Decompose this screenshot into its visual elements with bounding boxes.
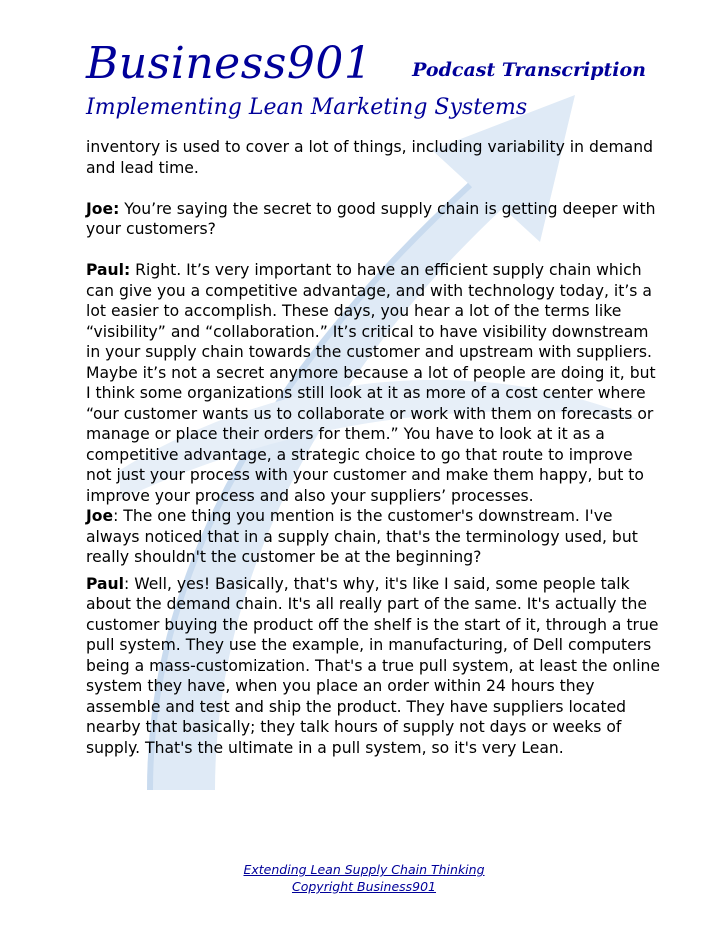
speaker-label: Paul bbox=[86, 574, 124, 593]
footer-copyright: Copyright Business901 bbox=[291, 879, 437, 894]
speaker-label: Joe: bbox=[86, 199, 120, 218]
paragraph-text: inventory is used to cover a lot of things, including variability in demand and lead time. bbox=[86, 138, 653, 177]
document-subtitle: Implementing Lean Marketing Systems bbox=[86, 95, 528, 120]
paragraph-text: : The one thing you mention is the customer's downstream. I've always noticed that in a supply chain, that's the terminology used, but really shouldn't the customer be at the beginning? bbox=[86, 507, 638, 566]
paragraph-text: Right. It’s very important to have an efficient supply chain which can give you a competitive advantage, and with technology today, it’s a lot easier to accomplish. These days, you hear a lot of the terms like “visibility” and “collaboration.” It’s critical to have visibility downstream in your supply chain towards the customer and upstream with suppliers. Maybe it’s not a secret anymore because a lot of people are doing it, but I think some organizations still look at it as more of a cost center where “our customer wants us to collaborate or work with them on forecasts or manage or place their orders for them.” You have to look at it as a competitive advantage, a strategic choice to go that route to improve not just your process with your customer and make them happy, but to improve your process and also your suppliers’ processes. bbox=[86, 261, 656, 505]
paragraph bbox=[86, 260, 661, 506]
page-footer bbox=[0, 861, 728, 895]
podcast-label: Podcast Transcription bbox=[412, 59, 646, 81]
paragraph-text: : Well, yes! Basically, that's why, it's like I said, some people talk about the demand chain. It's all really part of the same. It's actually the customer buying the product off the shelf is the start of it, through a true pull system. They use the example, in manufacturing, of Dell computers being a mass-customization. That's a true pull system, at least the online system they have, when you place an order within 24 hours they assemble and test and ship the product. They have suppliers located nearby that basically; they talk hours of supply not days or weeks of supply. That's the ultimate in a pull system, so it's very Lean. bbox=[86, 574, 661, 757]
speaker-label: Joe bbox=[86, 507, 114, 525]
paragraph-text: You’re saying the secret to good supply chain is getting deeper with your customers? bbox=[86, 199, 656, 238]
brand-title: Business901 bbox=[86, 38, 373, 89]
speaker-label: Paul: bbox=[86, 261, 131, 279]
paragraph bbox=[86, 506, 661, 568]
page-header bbox=[86, 38, 646, 90]
paragraph bbox=[86, 137, 661, 178]
footer-document-title: Extending Lean Supply Chain Thinking bbox=[243, 862, 485, 877]
paragraph bbox=[86, 199, 661, 240]
transcript-body bbox=[86, 137, 661, 758]
paragraph bbox=[86, 574, 661, 759]
